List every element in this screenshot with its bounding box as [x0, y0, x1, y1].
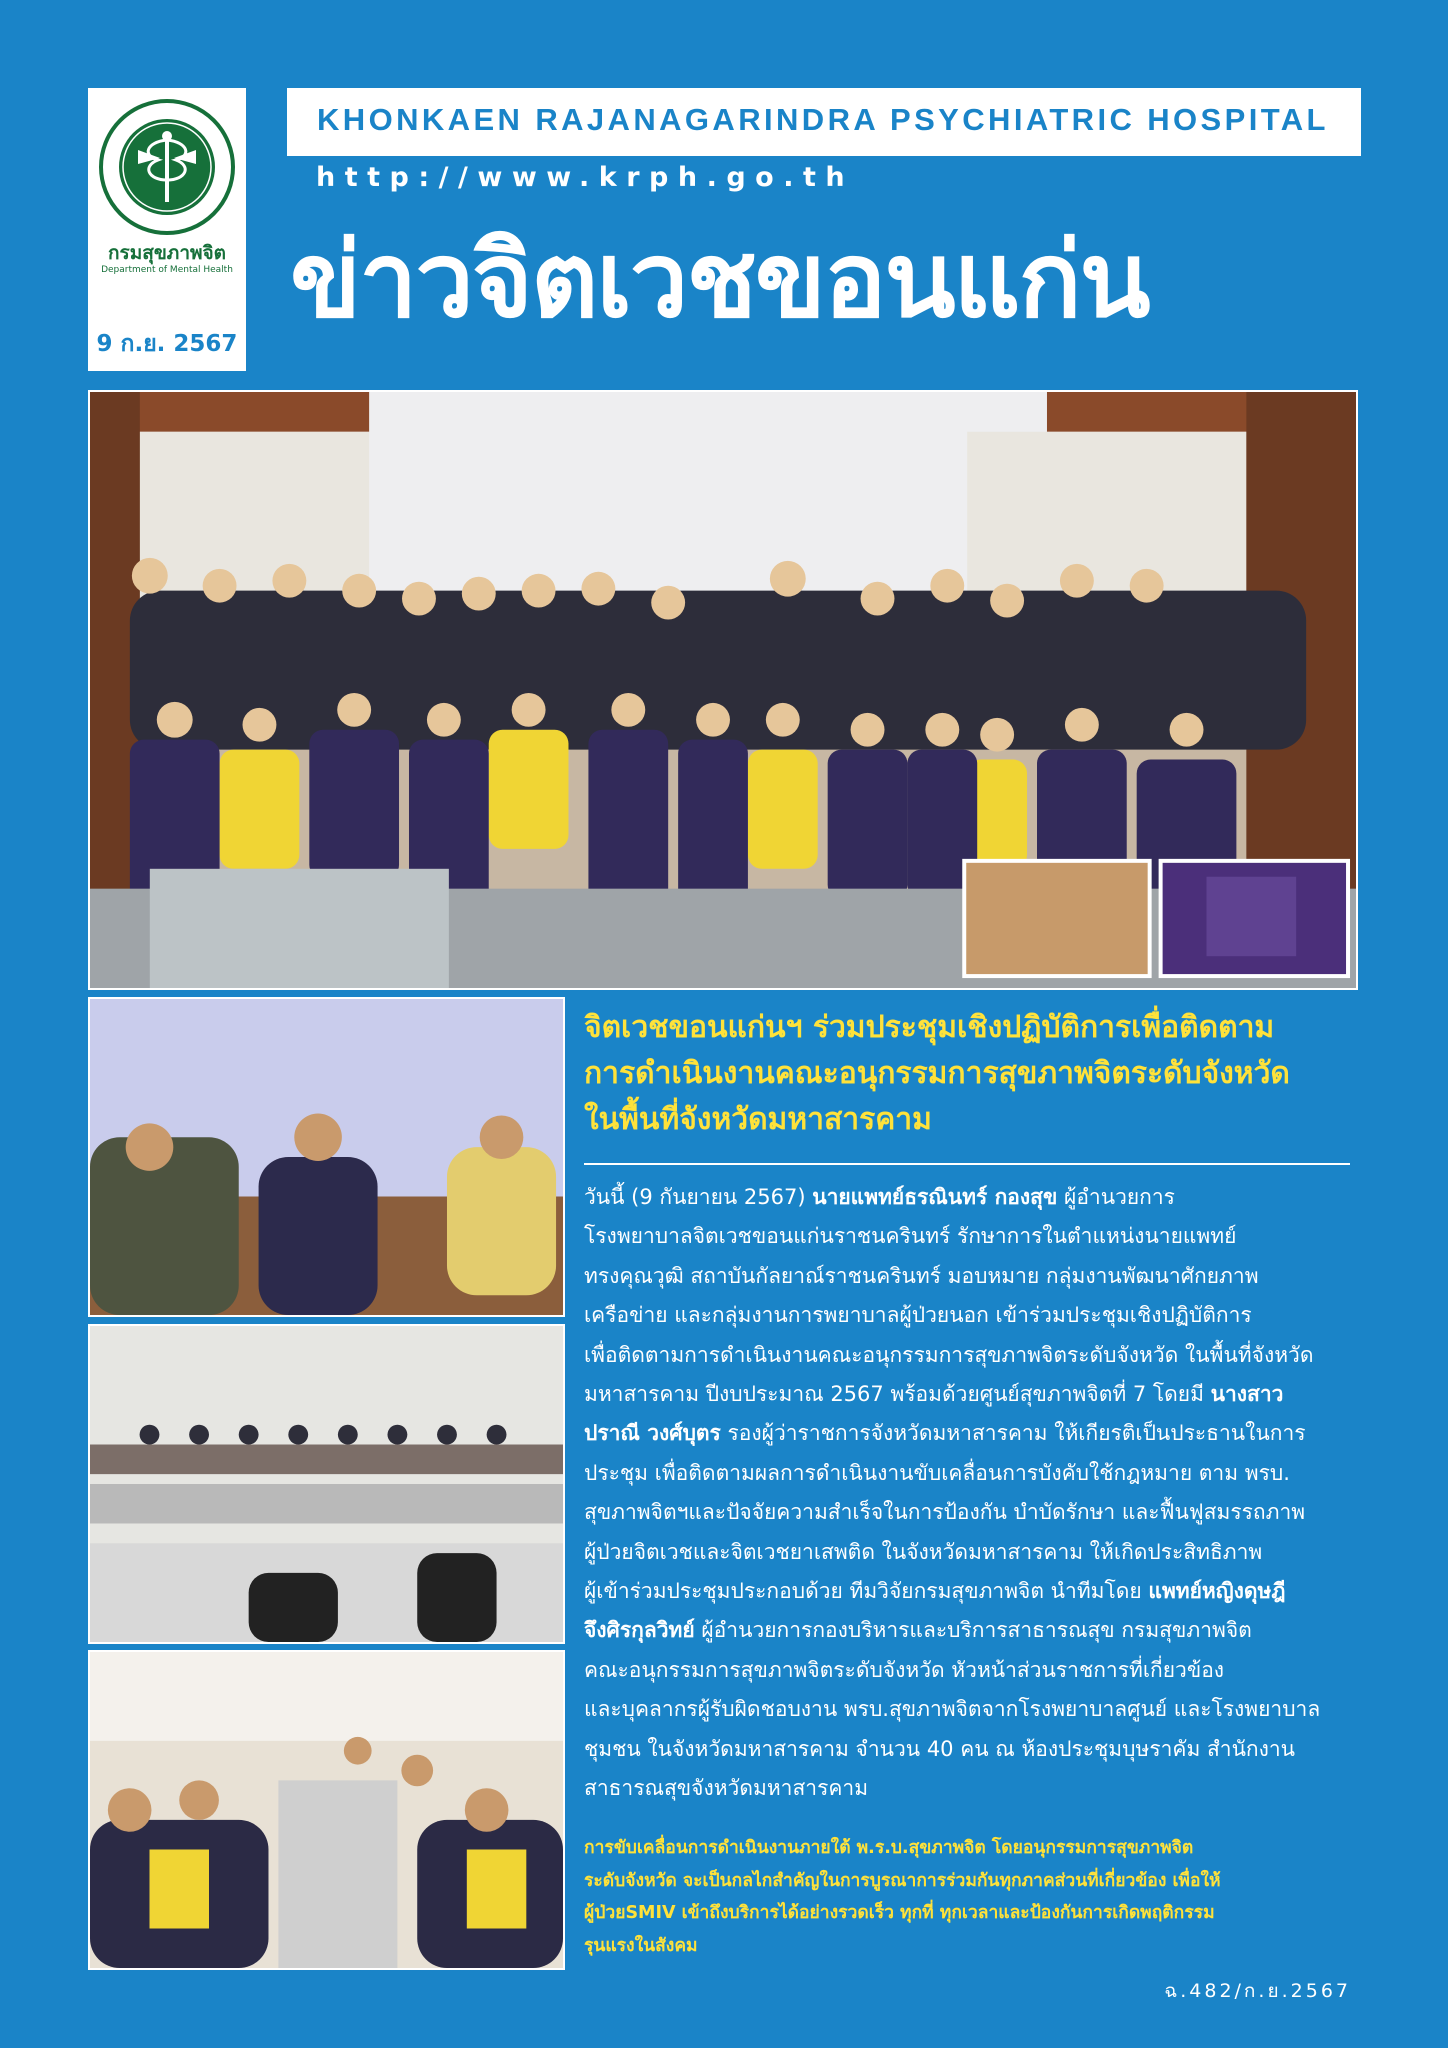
- panel-discussion-photo: [88, 997, 565, 1317]
- body-line: สุขภาพจิตฯและปัจจัยความสำเร็จในการป้องกัน บำบัดรักษา และฟื้นฟูสมรรถภาพ: [584, 1500, 1306, 1525]
- department-name-thai: กรมสุขภาพจิต: [107, 242, 226, 264]
- body-line: สาธารณสุขจังหวัดมหาสารคาม: [584, 1776, 869, 1801]
- headline-line: การดำเนินงานคณะอนุกรรมการสุขภาพจิตระดับจังหวัด: [584, 1056, 1290, 1091]
- body-line: เพื่อติดตามการดำเนินงานคณะอนุกรรมการสุขภาพจิตระดับจังหวัด ในพื้นที่จังหวัด: [584, 1342, 1314, 1367]
- body-text: ผู้อำนวยการกองบริหารและบริการสาธารณสุข กรมสุขภาพจิต: [694, 1618, 1252, 1643]
- body-text: วันนี้ (9 กันยายน 2567): [584, 1185, 813, 1209]
- key-message: [584, 1832, 1350, 1962]
- body-text: รองผู้ว่าราชการจังหวัดมหาสารคาม ให้เกียรติเป็นประธานในการ: [720, 1421, 1306, 1446]
- highlight-line: ผู้ป่วยSMIV เข้าถึงบริการได้อย่างรวดเร็ว ทุกที่ ทุกเวลาและป้องกันการเกิดพฤติกรรม: [584, 1903, 1215, 1923]
- hospital-website-link[interactable]: http://www.krph.go.th: [316, 162, 855, 193]
- ministry-seal-icon: [98, 98, 236, 236]
- body-line: [584, 1178, 1350, 1217]
- newsletter-title: ข่าวจิตเวชขอนแก่น: [290, 219, 1149, 341]
- body-text: มหาสารคาม ปีงบประมาณ 2567 พร้อมด้วยศูนย์สุขภาพจิตที่ 7 โดยมี: [584, 1382, 1211, 1407]
- body-text: ผู้อำนวยการ: [1057, 1185, 1175, 1209]
- body-line: โรงพยาบาลจิตเวชขอนแก่นราชนครินทร์ รักษาการในตำแหน่งนายแพทย์: [584, 1224, 1237, 1249]
- body-text: ผู้เข้าร่วมประชุมประกอบด้วย ทีมวิจัยกรมสุขภาพจิต นำทีมโดย: [584, 1579, 1149, 1604]
- body-line: [584, 1375, 1350, 1414]
- highlight-line: ระดับจังหวัด จะเป็นกลไกสำคัญในการบูรณาการร่วมกันทุกภาคส่วนที่เกี่ยวข้อง เพื่อให้: [584, 1870, 1221, 1891]
- body-line: ชุมชน ในจังหวัดมหาสารคาม จำนวน 40 คน ณ ห้องประชุมบุษราคัม สำนักงาน: [584, 1736, 1296, 1761]
- headline-line: จิตเวชขอนแก่นฯ ร่วมประชุมเชิงปฏิบัติการเพื่อติดตาม: [584, 1010, 1275, 1045]
- body-line: และบุคลากรผู้รับผิดชอบงาน พรบ.สุขภาพจิตจากโรงพยาบาลศูนย์ และโรงพยาบาล: [584, 1697, 1321, 1722]
- body-line: คณะอนุกรรมการสุขภาพจิตระดับจังหวัด หัวหน้าส่วนราชการที่เกี่ยวข้อง: [584, 1657, 1225, 1682]
- research-lead-name: จึงศิรกุลวิทย์: [584, 1618, 695, 1643]
- hospital-name: KHONKAEN RAJANAGARINDRA PSYCHIATRIC HOSPITAL: [317, 102, 1329, 137]
- body-line: [584, 1414, 1350, 1453]
- chair-name: ปราณี วงศ์บุตร: [584, 1421, 721, 1446]
- department-name-english: Department of Mental Health: [101, 265, 233, 275]
- body-line: [584, 1572, 1350, 1611]
- director-name: นายแพทย์ธรณินทร์ กองสุข: [812, 1185, 1058, 1209]
- attendees-photo: [88, 1650, 565, 1970]
- body-line: [584, 1611, 1350, 1650]
- highlight-line: รุนแรงในสังคม: [584, 1935, 698, 1956]
- body-line: ทรงคุณวุฒิ สถาบันกัลยาณ์ราชนครินทร์ มอบหมาย กลุ่มงานพัฒนาศักยภาพ: [584, 1263, 1259, 1288]
- document-reference-number: ฉ.482/ก.ย.2567: [1164, 1980, 1351, 2002]
- group-photo: [88, 390, 1358, 990]
- divider: [584, 1163, 1350, 1165]
- meeting-room-photo: [88, 1324, 565, 1644]
- hospital-name-banner: [287, 88, 1361, 156]
- issue-date: 9 ก.ย. 2567: [96, 331, 238, 357]
- headline-line: ในพื้นที่จังหวัดมหาสารคาม: [584, 1102, 932, 1137]
- highlight-line: การขับเคลื่อนการดำเนินงานภายใต้ พ.ร.บ.สุขภาพจิต โดยอนุกรรมการสุขภาพจิต: [584, 1838, 1194, 1858]
- ministry-logo-panel: [88, 88, 246, 371]
- article-headline: [584, 1005, 1364, 1143]
- body-line: ผู้ป่วยจิตเวชและจิตเวชยาเสพติด ในจังหวัดมหาสารคาม ให้เกิดประสิทธิภาพ: [584, 1539, 1263, 1564]
- body-line: ประชุม เพื่อติดตามผลการดำเนินงานขับเคลื่อนการบังคับใช้กฎหมาย ตาม พรบ.: [584, 1460, 1290, 1485]
- research-lead-title: แพทย์หญิงดุษฎี: [1148, 1579, 1286, 1604]
- chair-title: นางสาว: [1210, 1382, 1284, 1407]
- body-line: เครือข่าย และกลุ่มงานการพยาบาลผู้ป่วยนอก เข้าร่วมประชุมเชิงปฏิบัติการ: [584, 1303, 1252, 1328]
- article-body: [584, 1178, 1350, 1809]
